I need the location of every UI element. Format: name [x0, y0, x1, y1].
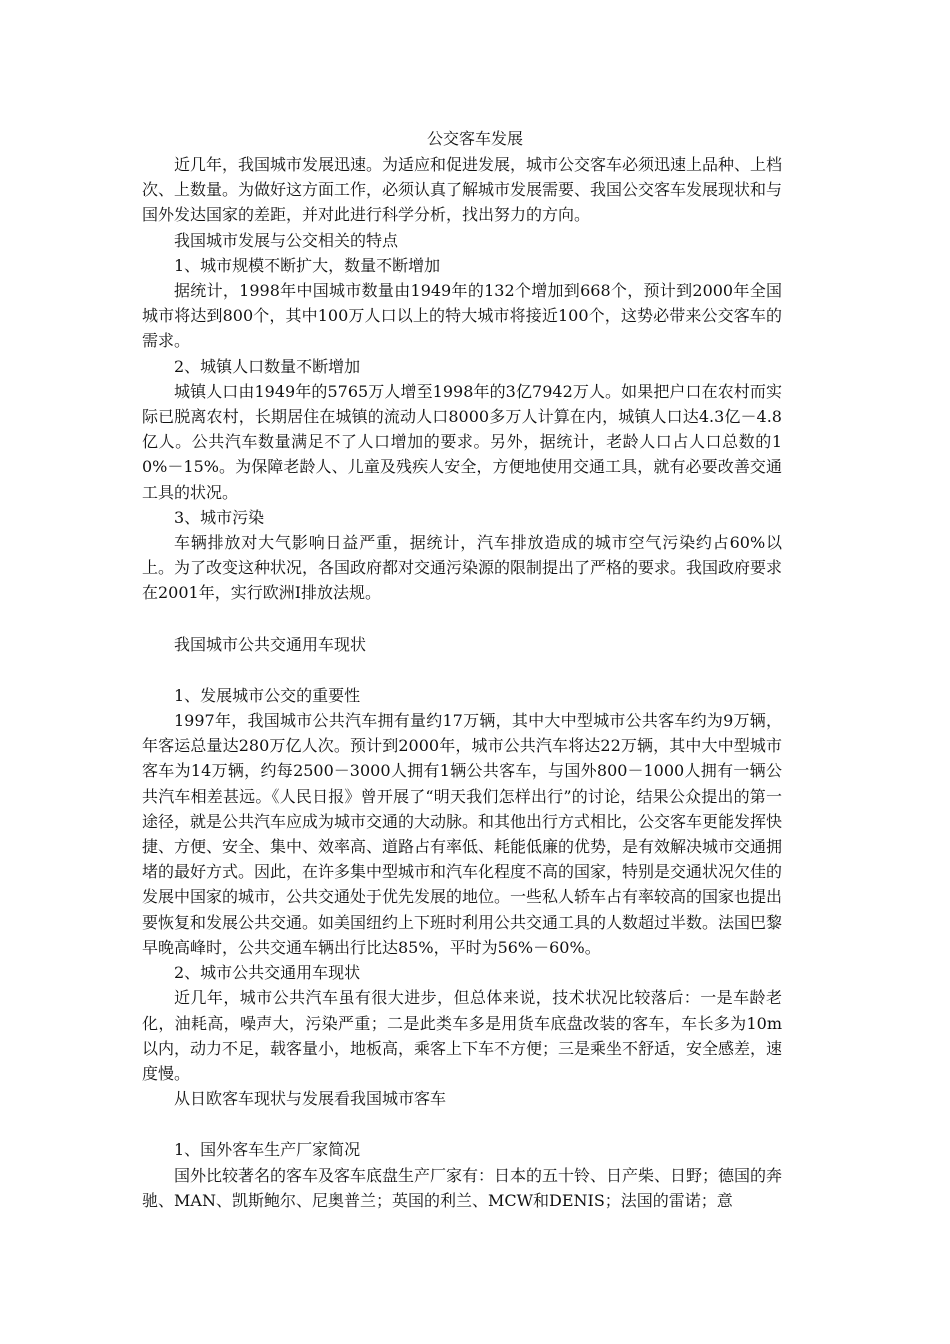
- paragraph: 国外比较著名的客车及客车底盘生产厂家有：日本的五十铃、日产柴、日野；德国的奔驰、MAN、凯斯鲍尔、尼奥普兰；英国的利兰、MCW和DENIS；法国的雷诺；意: [142, 1165, 783, 1210]
- subsection-heading: 1、发展城市公交的重要性: [174, 685, 361, 705]
- document-body: [142, 152, 782, 1213]
- paragraph-intro: 近几年，我国城市发展迅速。为适应和促进发展，城市公交客车必须迅速上品种、上档次、上数量。为做好这方面工作，必须认真了解城市发展需要、我国公交客车发展现状和与国外发达国家的差距，并对此进行科学分析，找出努力的方向。: [142, 155, 783, 225]
- subsection-heading: 2、城镇人口数量不断增加: [174, 356, 361, 376]
- blank-line: [142, 1111, 782, 1137]
- paragraph: 1997年，我国城市公共汽车拥有量约17万辆，其中大中型城市公共客车约为9万辆，年客运总量达280万亿人次。预计到2000年，城市公共汽车将达22万辆，其中大中型城市客车为14万辆，约每2500－3000人拥有1辆公共客车，与国外800－1000人拥有一辆公共汽车相差甚远。《人民日报》曾开展了“明天我们怎样出行”的讨论，结果公众提出的第一途径，就是公共汽车应成为城市交通的大动脉。和其他出行方式相比，公交客车更能发挥快捷、方便、安全、集中、效率高、道路占有率低、耗能低廉的优势，是有效解决城市交通拥堵的最好方式。因此，在许多集中型城市和汽车化程度不高的国家，特别是交通状况欠佳的发展中国家的城市，公共交通处于优先发展的地位。一些私人轿车占有率较高的国家也提出要恢复和发展公共交通。如美国纽约上下班时利用公共交通工具的人数超过半数。法国巴黎早晚高峰时，公共交通车辆出行比达85%，平时为56%－60%。: [142, 711, 783, 957]
- document-title: 公交客车发展: [426, 129, 523, 148]
- paragraph: 近几年，城市公共汽车虽有很大进步，但总体来说，技术状况比较落后：一是车龄老化，油耗高，噪声大，污染严重；二是此类车多是用货车底盘改装的客车，车长多为10m以内，动力不足，载客量小，地板高，乘客上下车不方便；三是乘坐不舒适，安全感差，速度慢。: [142, 988, 783, 1083]
- subsection-heading: 1、国外客车生产厂家简况: [174, 1140, 361, 1160]
- subsection-heading: 3、城市污染: [174, 507, 265, 527]
- subsection-heading: 1、城市规模不断扩大，数量不断增加: [174, 255, 441, 275]
- blank-line: [142, 606, 782, 632]
- paragraph: 据统计，1998年中国城市数量由1949年的132个增加到668个，预计到2000年全国城市将达到800个，其中100万人口以上的特大城市将接近100个，这势必带来公交客车的需求。: [142, 281, 782, 351]
- subsection-heading: 2、城市公共交通用车现状: [174, 963, 361, 983]
- section-heading: 我国城市发展与公交相关的特点: [174, 230, 399, 250]
- section-heading: 从日欧客车现状与发展看我国城市客车: [174, 1089, 447, 1109]
- blank-line: [142, 657, 782, 683]
- paragraph: 城镇人口由1949年的5765万人增至1998年的3亿7942万人。如果把户口在农村而实际已脱离农村，长期居住在城镇的流动人口8000多万人计算在内，城镇人口达4.3亿－4.8亿人。公共汽车数量满足不了人口增加的要求。另外，据统计，老龄人口占人口总数的10%－15%。为保障老龄人、儿童及残疾人安全，方便地使用交通工具，就有必要改善交通工具的状况。: [142, 381, 782, 502]
- paragraph: 车辆排放对大气影响日益严重，据统计，汽车排放造成的城市空气污染约占60%以上。为了改变这种状况，各国政府都对交通污染源的限制提出了严格的要求。我国政府要求在2001年，实行欧洲Ⅰ排放法规。: [142, 533, 783, 603]
- section-heading: 我国城市公共交通用车现状: [174, 634, 367, 654]
